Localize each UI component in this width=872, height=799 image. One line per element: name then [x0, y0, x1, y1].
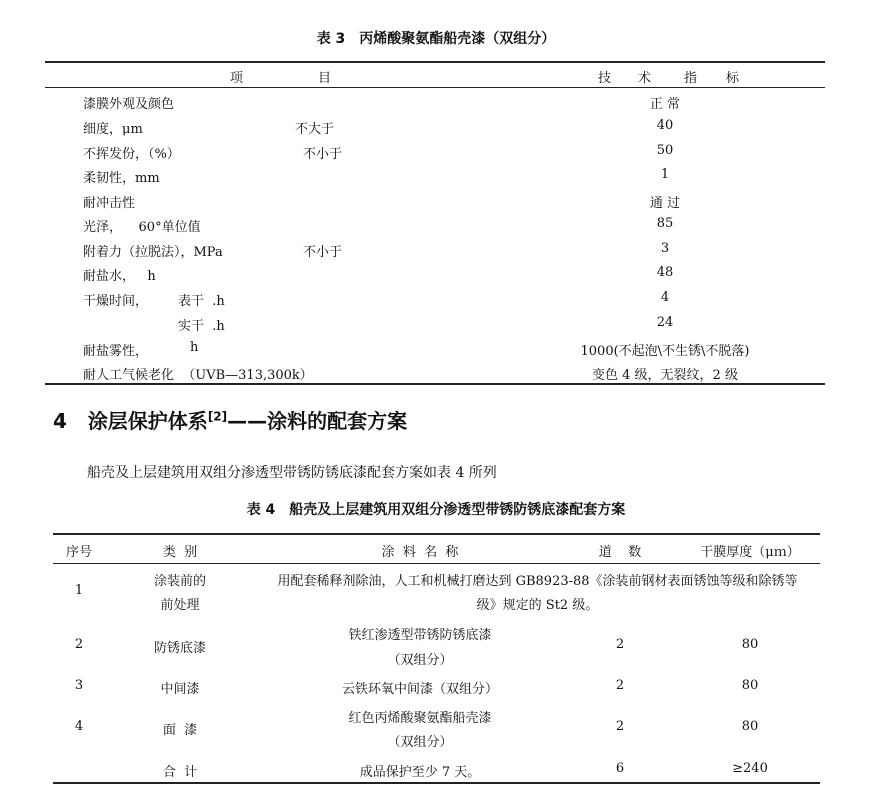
table4-row-coats: 2: [615, 678, 625, 693]
table4-row-coating-name: 红色丙烯酸聚氨酯船壳漆: [348, 711, 492, 726]
table4-row-no: 1: [74, 583, 84, 598]
table3-row-value: 4: [660, 290, 670, 305]
table3-row-item: 干燥时间，: [83, 294, 149, 309]
table3-row-sub: 表干 .h: [178, 294, 225, 309]
table3-row-item: 耐人工气候老化 （UVB—313,300k）: [83, 368, 313, 383]
table3-row-item: 漆膜外观及颜色: [83, 97, 175, 112]
table3-header-spec-4: 标: [726, 71, 740, 86]
table3-header-spec-2: 术: [638, 71, 652, 86]
table3-row-sub: h: [190, 340, 199, 355]
table3-header-item-a: 项: [230, 71, 244, 86]
table4-row-category: 中间漆: [160, 682, 200, 697]
table3-row-sub: 实干 .h: [178, 319, 225, 334]
table4-row-coating-name: 级》规定的 St2 级。: [476, 598, 599, 613]
table4-row-category: 防锈底漆: [153, 641, 206, 656]
table3-row-cond: 不小于: [303, 147, 343, 162]
table3-row-item: 光泽， 60°单位值: [83, 220, 201, 235]
table3-row-item: 耐盐雾性，: [83, 344, 149, 359]
table4-header-coats: 道 数: [598, 545, 642, 560]
table3-row-value: 1: [660, 167, 670, 182]
table4-header-coating-name: 涂 料 名 称: [381, 545, 459, 560]
table4-row-no: 4: [74, 719, 84, 734]
table4-row-thickness: 80: [741, 719, 759, 734]
table4-row-coating-name: 用配套稀释剂除油，人工和机械打磨达到 GB8923-88《涂装前钢材表面锈蚀等级和除锈等: [277, 574, 798, 589]
table3-caption: 表 3 丙烯酸聚氨酯船壳漆（双组分）: [316, 31, 556, 47]
table4-row-category: 前处理: [160, 598, 200, 613]
table4-row-no: 3: [74, 678, 84, 693]
section-title-main: 涂层保护体系: [87, 409, 208, 433]
table3-row-cond: 不小于: [303, 245, 343, 260]
table3-row-item: 不挥发份，（%）: [83, 147, 180, 162]
table4-header-no: 序号: [65, 545, 92, 560]
table4-total-thickness: ≥240: [732, 761, 768, 776]
table3-header-spec-3: 指: [684, 71, 698, 86]
table3-row-item: 附着力（拉脱法），MPa: [83, 245, 223, 260]
table3-header-rule: [45, 87, 825, 88]
table3-row-item: 细度，μm: [83, 122, 143, 137]
section-number: 4: [53, 409, 67, 433]
table3-header-spec-1: 技: [598, 71, 612, 86]
table3-row-value: 1000(不起泡\不生锈\不脱落): [580, 344, 750, 359]
table3-row-cond: 不大于: [295, 122, 335, 137]
table3-row-value: 24: [656, 315, 674, 330]
table3-row-value: 48: [656, 265, 674, 280]
table4-total-label: 合 计: [162, 765, 198, 780]
table4-header-category: 类 别: [162, 545, 198, 560]
table3-row-value: 85: [656, 216, 674, 231]
section-citation: [2]: [207, 409, 228, 424]
table4-row-category: 面 漆: [162, 723, 198, 738]
table3-row-value: 3: [660, 241, 670, 256]
table3-row-value: 正 常: [649, 97, 681, 112]
table4-row-thickness: 80: [741, 637, 759, 652]
table4-row-coats: 2: [615, 637, 625, 652]
table3-row-value: 50: [656, 143, 674, 158]
table3-row-item: 耐盐水， h: [83, 269, 156, 284]
table4-header-rule: [53, 563, 820, 564]
table3-bottom-rule: [45, 383, 825, 385]
table3-row-item: 耐冲击性: [83, 196, 136, 211]
table3-row-value: 变色 4 级，无裂纹，2 级: [592, 368, 738, 383]
table3-header-item-b: 目: [318, 71, 332, 86]
table4-row-category: 涂装前的: [153, 574, 206, 589]
table3-row-value: 通 过: [649, 196, 681, 211]
table4-row-thickness: 80: [741, 678, 759, 693]
table4-header-thickness: 干膜厚度（μｍ）: [700, 545, 800, 560]
table4-row-coating-name: 铁红渗透型带锈防锈底漆: [348, 628, 492, 643]
table4-row-no: 2: [74, 637, 84, 652]
table4-row-coating-name: 云铁环氧中间漆（双组分）: [341, 682, 498, 697]
table4-bottom-rule: [53, 782, 820, 784]
section-title-rest: ——涂料的配套方案: [227, 409, 408, 433]
section-heading: [53, 405, 407, 434]
table4-top-rule: [53, 533, 820, 535]
table3-row-value: 40: [656, 118, 674, 133]
body-paragraph: 船壳及上层建筑用双组分渗透型带锈防锈底漆配套方案如表 4 所列: [87, 465, 497, 481]
table4-row-coating-name: （双组分）: [387, 653, 453, 668]
table4-caption: 表 4 船壳及上层建筑用双组分渗透型带锈防锈底漆配套方案: [246, 502, 626, 518]
table3-row-item: 柔韧性，mm: [83, 171, 160, 186]
table4-row-coats: 2: [615, 719, 625, 734]
table4-total-note: 成品保护至少 7 天。: [359, 765, 481, 780]
table4-total-coats: 6: [615, 761, 625, 776]
table3-top-rule: [45, 61, 825, 63]
table4-row-coating-name: （双组分）: [387, 735, 453, 750]
